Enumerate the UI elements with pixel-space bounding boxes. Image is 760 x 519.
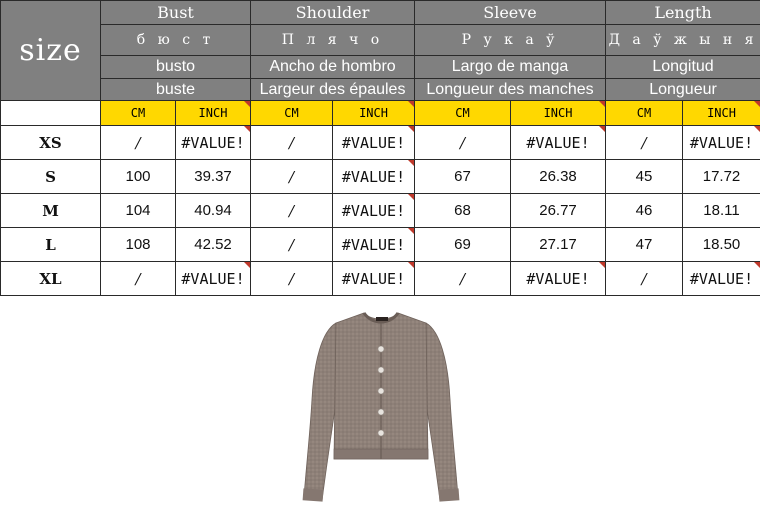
error-value-cell: #VALUE! <box>333 228 415 262</box>
empty-value-cell: / <box>101 126 176 160</box>
header-length-en: Length <box>606 1 760 25</box>
empty-value-cell: / <box>251 160 333 194</box>
empty-value-cell: / <box>606 126 683 160</box>
measurement-cell: 47 <box>606 228 683 262</box>
header-bust-fr: buste <box>101 79 251 101</box>
error-value-cell: #VALUE! <box>683 262 760 296</box>
header-sleeve-ru: Р у к а ў <box>415 25 606 56</box>
size-label: L <box>1 228 101 262</box>
error-value-cell: #VALUE! <box>176 126 251 160</box>
measurement-cell: 39.37 <box>176 160 251 194</box>
header-length-es: Longitud <box>606 56 760 79</box>
error-value-cell: #VALUE! <box>333 262 415 296</box>
measurement-cell: 45 <box>606 160 683 194</box>
measurement-cell: 26.77 <box>511 194 606 228</box>
empty-value-cell: / <box>415 262 511 296</box>
size-row <box>1 228 760 262</box>
measurement-cell: 100 <box>101 160 176 194</box>
measurement-cell: 27.17 <box>511 228 606 262</box>
measurement-cell: 67 <box>415 160 511 194</box>
empty-value-cell: / <box>415 126 511 160</box>
header-shoulder-ru: П л я ч о <box>251 25 415 56</box>
measurement-cell: 104 <box>101 194 176 228</box>
size-row <box>1 126 760 160</box>
header-bust-ru: б ю с т <box>101 25 251 56</box>
measurement-cell: 108 <box>101 228 176 262</box>
header-bust-en: Bust <box>101 1 251 25</box>
empty-value-cell: / <box>101 262 176 296</box>
unit-header: CM <box>251 101 333 126</box>
header-sleeve-fr: Longueur des manches <box>415 79 606 101</box>
header-length-ru: Д а ў ж ы н я <box>606 25 760 56</box>
header-shoulder-en: Shoulder <box>251 1 415 25</box>
unit-header: INCH <box>176 101 251 126</box>
error-value-cell: #VALUE! <box>511 126 606 160</box>
empty-value-cell: / <box>251 194 333 228</box>
empty-value-cell: / <box>606 262 683 296</box>
measurement-cell: 46 <box>606 194 683 228</box>
measurement-cell: 18.11 <box>683 194 760 228</box>
unit-header: INCH <box>683 101 760 126</box>
size-label: XL <box>1 262 101 296</box>
measurement-cell: 17.72 <box>683 160 760 194</box>
header-length-fr: Longueur <box>606 79 760 101</box>
cardigan-photo <box>296 309 466 515</box>
measurement-cell: 42.52 <box>176 228 251 262</box>
size-row <box>1 160 760 194</box>
measurement-cell: 18.50 <box>683 228 760 262</box>
error-value-cell: #VALUE! <box>333 126 415 160</box>
header-shoulder-fr: Largeur des épaules <box>251 79 415 101</box>
empty-value-cell: / <box>251 228 333 262</box>
size-label: S <box>1 160 101 194</box>
error-value-cell: #VALUE! <box>333 160 415 194</box>
measurement-cell: 40.94 <box>176 194 251 228</box>
size-row <box>1 262 760 296</box>
unit-header: INCH <box>511 101 606 126</box>
unit-header: CM <box>606 101 683 126</box>
unit-header: CM <box>101 101 176 126</box>
header-bust-es: busto <box>101 56 251 79</box>
error-value-cell: #VALUE! <box>511 262 606 296</box>
header-sleeve-en: Sleeve <box>415 1 606 25</box>
measurement-cell: 26.38 <box>511 160 606 194</box>
size-header: size <box>1 1 101 101</box>
error-value-cell: #VALUE! <box>333 194 415 228</box>
error-value-cell: #VALUE! <box>176 262 251 296</box>
unit-corner <box>1 101 101 126</box>
size-label: M <box>1 194 101 228</box>
measurement-cell: 69 <box>415 228 511 262</box>
unit-header: CM <box>415 101 511 126</box>
size-row <box>1 194 760 228</box>
header-shoulder-es: Ancho de hombro <box>251 56 415 79</box>
header-sleeve-es: Largo de manga <box>415 56 606 79</box>
unit-header: INCH <box>333 101 415 126</box>
error-value-cell: #VALUE! <box>683 126 760 160</box>
measurement-cell: 68 <box>415 194 511 228</box>
size-label: XS <box>1 126 101 160</box>
empty-value-cell: / <box>251 262 333 296</box>
empty-value-cell: / <box>251 126 333 160</box>
